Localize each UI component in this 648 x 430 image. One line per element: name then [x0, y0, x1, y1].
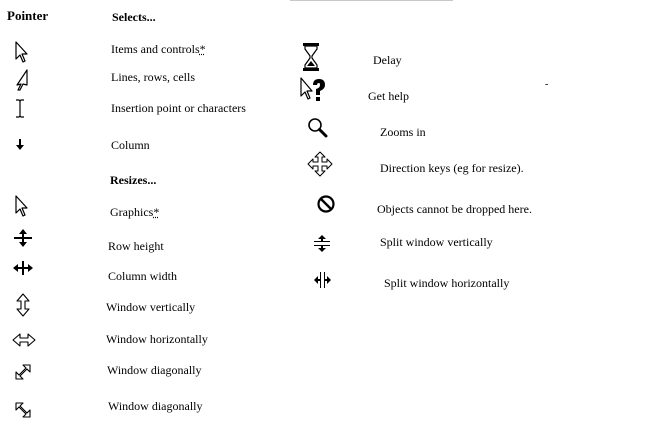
- resize-graphics-label: Graphics*: [110, 205, 160, 219]
- resizes-heading: Resizes...: [110, 173, 157, 187]
- magnifier-icon: [307, 117, 331, 141]
- stray-mark: -: [545, 79, 549, 90]
- hourglass-icon: [301, 42, 325, 66]
- select-insertion-label: Insertion point or characters: [111, 101, 246, 115]
- split-vertical-label: Split window vertically: [380, 235, 493, 249]
- window-horizontal-icon: [12, 330, 36, 354]
- resize-row-height-label: Row height: [108, 239, 164, 253]
- select-column-label: Column: [111, 138, 150, 152]
- resize-window-diagonal-label: Window diagonally: [107, 363, 202, 377]
- top-divider: [290, 0, 453, 1]
- resize-window-diagonal-alt-label: Window diagonally: [108, 399, 203, 413]
- resize-column-width-label: Column width: [108, 269, 178, 283]
- split-vertical-icon: [313, 234, 337, 258]
- column-width-icon: [12, 258, 36, 282]
- window-diagonal-alt-icon: [14, 401, 38, 425]
- move-arrows-icon: [307, 151, 331, 175]
- row-height-icon: [12, 228, 36, 252]
- arrow-pointer-icon: [12, 194, 36, 218]
- split-horizontal-label: Split window horizontally: [384, 276, 510, 290]
- split-horizontal-icon: [313, 270, 337, 294]
- window-vertical-icon: [13, 293, 37, 317]
- select-lines-label: Lines, rows, cells: [111, 70, 195, 84]
- get-help-label: Get help: [368, 89, 409, 103]
- delay-label: Delay: [373, 53, 402, 67]
- select-items-label: Items and controls*: [111, 42, 206, 56]
- down-arrow-icon: [13, 138, 37, 162]
- selects-heading: Selects...: [112, 10, 156, 24]
- window-diagonal-icon: [14, 363, 38, 387]
- resize-window-horizontal-label: Window horizontally: [106, 332, 208, 346]
- cannot-drop-label: Objects cannot be dropped here.: [377, 202, 532, 216]
- direction-keys-label: Direction keys (eg for resize).: [380, 161, 524, 175]
- resize-window-vertical-label: Window vertically: [106, 300, 196, 314]
- help-pointer-icon: [298, 76, 330, 100]
- arrow-pointer-icon: [12, 40, 36, 64]
- zooms-in-label: Zooms in: [380, 125, 426, 139]
- pointer-heading: Pointer: [7, 8, 49, 23]
- no-drop-icon: [316, 194, 340, 218]
- i-beam-icon: [12, 98, 36, 122]
- outline-arrow-pointer-icon: [12, 68, 36, 92]
